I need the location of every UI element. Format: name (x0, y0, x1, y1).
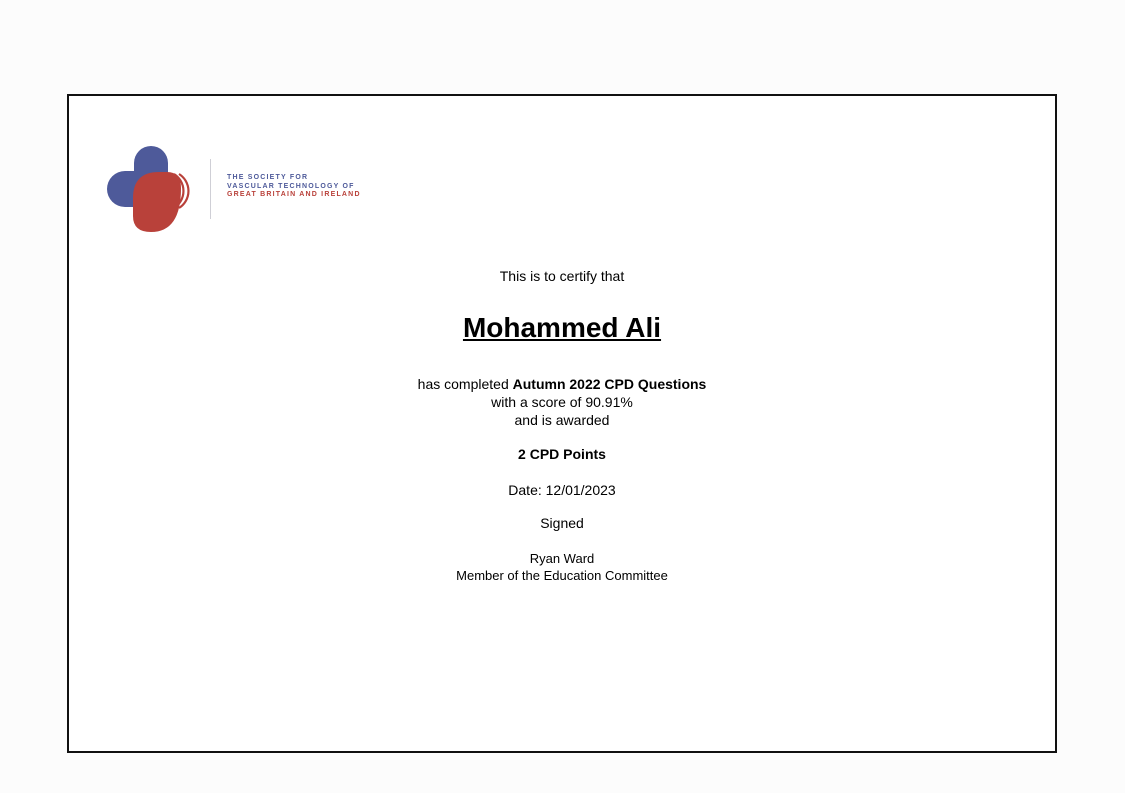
society-name-line-2: VASCULAR TECHNOLOGY OF (227, 182, 355, 190)
awarded-line: and is awarded (514, 412, 610, 428)
completion-line (69, 375, 1055, 393)
course-title: Autumn 2022 CPD Questions (512, 376, 707, 392)
completion-statement (69, 375, 1055, 429)
certificate-date: Date: 12/01/2023 (508, 482, 616, 498)
society-name-line-3: GREAT BRITAIN AND IRELAND (227, 191, 361, 198)
signer-name: Ryan Ward (529, 551, 595, 566)
certificate-frame (67, 94, 1057, 753)
society-logo-mark (107, 144, 207, 236)
score-line: with a score of 90.91% (491, 394, 633, 410)
signed-label: Signed (540, 515, 584, 531)
completed-prefix: has completed (417, 376, 509, 392)
cpd-points: 2 CPD Points (518, 446, 606, 462)
society-logo (107, 144, 407, 236)
society-name (227, 174, 361, 200)
signer-block (69, 550, 1055, 584)
signer-title: Member of the Education Committee (456, 568, 668, 583)
society-name-line-1: THE SOCIETY FOR (227, 174, 309, 181)
recipient-name: Mohammed Ali (462, 312, 662, 343)
certify-intro: This is to certify that (499, 268, 625, 284)
logo-divider (210, 159, 211, 219)
